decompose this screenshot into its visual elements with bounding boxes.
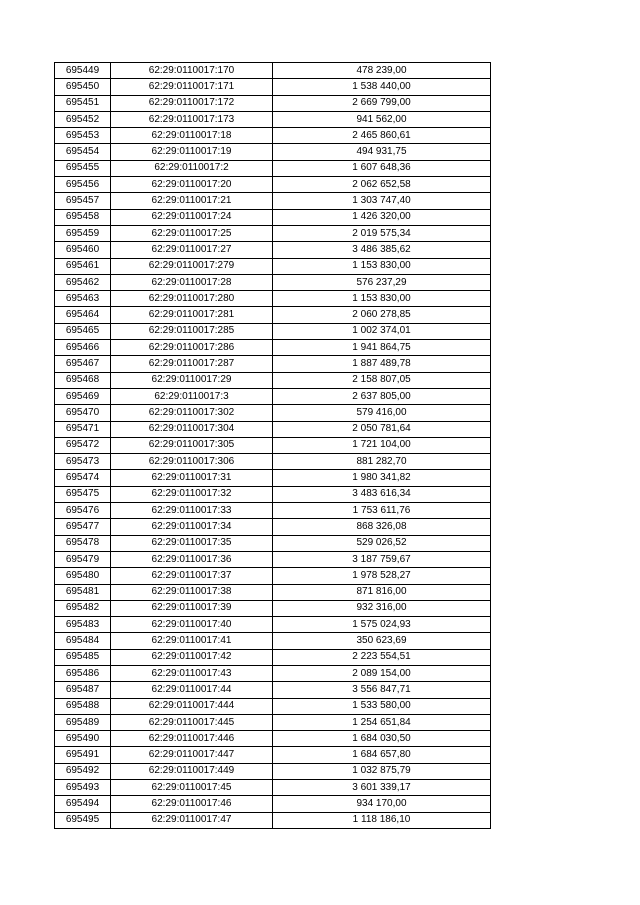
cadastral-value-cell: 2 637 805,00 (273, 388, 491, 404)
cadastral-value-cell: 3 486 385,62 (273, 242, 491, 258)
table-row (55, 812, 491, 828)
table-row (55, 291, 491, 307)
cadastral-value-cell: 1 684 657,80 (273, 747, 491, 763)
cadastral-number-cell: 62:29:0110017:25 (111, 225, 273, 241)
cadastral-value-cell: 2 158 807,05 (273, 372, 491, 388)
cadastral-number-cell: 62:29:0110017:286 (111, 340, 273, 356)
cadastral-number-cell: 62:29:0110017:36 (111, 551, 273, 567)
cadastral-value-cell: 494 931,75 (273, 144, 491, 160)
row-number-cell: 695453 (55, 128, 111, 144)
cadastral-value-cell: 3 601 339,17 (273, 780, 491, 796)
row-number-cell: 695487 (55, 682, 111, 698)
cadastral-value-cell: 1 721 104,00 (273, 437, 491, 453)
table-row (55, 160, 491, 176)
row-number-cell: 695466 (55, 340, 111, 356)
table-row (55, 225, 491, 241)
row-number-cell: 695482 (55, 600, 111, 616)
table-row (55, 340, 491, 356)
table-row (55, 95, 491, 111)
cadastral-number-cell: 62:29:0110017:287 (111, 356, 273, 372)
table-row (55, 405, 491, 421)
row-number-cell: 695476 (55, 503, 111, 519)
cadastral-number-cell: 62:29:0110017:35 (111, 535, 273, 551)
cadastral-number-cell: 62:29:0110017:280 (111, 291, 273, 307)
cadastral-value-cell: 1 254 651,84 (273, 714, 491, 730)
row-number-cell: 695494 (55, 796, 111, 812)
table-row (55, 600, 491, 616)
table-row (55, 437, 491, 453)
row-number-cell: 695454 (55, 144, 111, 160)
cadastral-number-cell: 62:29:0110017:170 (111, 63, 273, 79)
row-number-cell: 695470 (55, 405, 111, 421)
cadastral-value-cell: 2 050 781,64 (273, 421, 491, 437)
cadastral-number-cell: 62:29:0110017:46 (111, 796, 273, 812)
row-number-cell: 695488 (55, 698, 111, 714)
cadastral-number-cell: 62:29:0110017:171 (111, 79, 273, 95)
row-number-cell: 695493 (55, 780, 111, 796)
cadastral-number-cell: 62:29:0110017:41 (111, 633, 273, 649)
cadastral-value-cell: 1 978 528,27 (273, 568, 491, 584)
table-row (55, 356, 491, 372)
table-row (55, 584, 491, 600)
cadastral-value-cell: 2 465 860,61 (273, 128, 491, 144)
row-number-cell: 695461 (55, 258, 111, 274)
table-row (55, 633, 491, 649)
row-number-cell: 695481 (55, 584, 111, 600)
cadastral-value-cell: 2 060 278,85 (273, 307, 491, 323)
table-row (55, 649, 491, 665)
cadastral-number-cell: 62:29:0110017:449 (111, 763, 273, 779)
table-row (55, 454, 491, 470)
row-number-cell: 695475 (55, 486, 111, 502)
cadastral-number-cell: 62:29:0110017:444 (111, 698, 273, 714)
cadastral-value-cell: 1 753 611,76 (273, 503, 491, 519)
cadastral-number-cell: 62:29:0110017:3 (111, 388, 273, 404)
cadastral-number-cell: 62:29:0110017:31 (111, 470, 273, 486)
row-number-cell: 695472 (55, 437, 111, 453)
cadastral-value-cell: 3 483 616,34 (273, 486, 491, 502)
cadastral-number-cell: 62:29:0110017:306 (111, 454, 273, 470)
cadastral-value-cell: 1 426 320,00 (273, 209, 491, 225)
row-number-cell: 695480 (55, 568, 111, 584)
table-row (55, 682, 491, 698)
cadastral-value-cell: 2 019 575,34 (273, 225, 491, 241)
table-row (55, 274, 491, 290)
cadastral-number-cell: 62:29:0110017:21 (111, 193, 273, 209)
cadastral-value-cell: 1 002 374,01 (273, 323, 491, 339)
row-number-cell: 695478 (55, 535, 111, 551)
cadastral-value-cell: 868 326,08 (273, 519, 491, 535)
table-row (55, 747, 491, 763)
row-number-cell: 695489 (55, 714, 111, 730)
cadastral-number-cell: 62:29:0110017:42 (111, 649, 273, 665)
cadastral-number-cell: 62:29:0110017:2 (111, 160, 273, 176)
row-number-cell: 695462 (55, 274, 111, 290)
row-number-cell: 695450 (55, 79, 111, 95)
row-number-cell: 695471 (55, 421, 111, 437)
cadastral-value-cell: 2 669 799,00 (273, 95, 491, 111)
row-number-cell: 695467 (55, 356, 111, 372)
cadastral-value-cell: 1 118 186,10 (273, 812, 491, 828)
row-number-cell: 695455 (55, 160, 111, 176)
cadastral-number-cell: 62:29:0110017:24 (111, 209, 273, 225)
cadastral-value-cell: 3 187 759,67 (273, 551, 491, 567)
row-number-cell: 695491 (55, 747, 111, 763)
table-row (55, 177, 491, 193)
cadastral-number-cell: 62:29:0110017:39 (111, 600, 273, 616)
cadastral-number-cell: 62:29:0110017:281 (111, 307, 273, 323)
cadastral-value-cell: 932 316,00 (273, 600, 491, 616)
cadastral-value-cell: 1 153 830,00 (273, 258, 491, 274)
table-row (55, 421, 491, 437)
cadastral-number-cell: 62:29:0110017:28 (111, 274, 273, 290)
cadastral-value-cell: 1 303 747,40 (273, 193, 491, 209)
row-number-cell: 695460 (55, 242, 111, 258)
row-number-cell: 695473 (55, 454, 111, 470)
row-number-cell: 695469 (55, 388, 111, 404)
row-number-cell: 695449 (55, 63, 111, 79)
row-number-cell: 695468 (55, 372, 111, 388)
cadastral-value-cell: 579 416,00 (273, 405, 491, 421)
table-row (55, 519, 491, 535)
table-body (55, 63, 491, 829)
cadastral-value-cell: 1 538 440,00 (273, 79, 491, 95)
table-row (55, 780, 491, 796)
row-number-cell: 695477 (55, 519, 111, 535)
cadastral-value-cell: 2 062 652,58 (273, 177, 491, 193)
table-row (55, 193, 491, 209)
cadastral-value-cell: 1 980 341,82 (273, 470, 491, 486)
cadastral-value-cell: 934 170,00 (273, 796, 491, 812)
row-number-cell: 695451 (55, 95, 111, 111)
table-row (55, 731, 491, 747)
row-number-cell: 695452 (55, 111, 111, 127)
table-row (55, 698, 491, 714)
cadastral-value-cell: 1 533 580,00 (273, 698, 491, 714)
cadastral-number-cell: 62:29:0110017:305 (111, 437, 273, 453)
cadastral-number-cell: 62:29:0110017:33 (111, 503, 273, 519)
table-row (55, 388, 491, 404)
cadastral-number-cell: 62:29:0110017:44 (111, 682, 273, 698)
table-row (55, 209, 491, 225)
cadastral-number-cell: 62:29:0110017:40 (111, 617, 273, 633)
cadastral-number-cell: 62:29:0110017:20 (111, 177, 273, 193)
cadastral-number-cell: 62:29:0110017:173 (111, 111, 273, 127)
cadastral-number-cell: 62:29:0110017:38 (111, 584, 273, 600)
table-row (55, 486, 491, 502)
cadastral-value-cell: 576 237,29 (273, 274, 491, 290)
table-row (55, 128, 491, 144)
row-number-cell: 695459 (55, 225, 111, 241)
cadastral-value-cell: 478 239,00 (273, 63, 491, 79)
cadastral-value-cell: 3 556 847,71 (273, 682, 491, 698)
table-row (55, 714, 491, 730)
table-row (55, 258, 491, 274)
cadastral-value-table (54, 62, 491, 829)
cadastral-value-cell: 941 562,00 (273, 111, 491, 127)
cadastral-number-cell: 62:29:0110017:172 (111, 95, 273, 111)
row-number-cell: 695490 (55, 731, 111, 747)
table-row (55, 503, 491, 519)
cadastral-value-cell: 2 223 554,51 (273, 649, 491, 665)
row-number-cell: 695456 (55, 177, 111, 193)
table-row (55, 372, 491, 388)
cadastral-value-cell: 871 816,00 (273, 584, 491, 600)
row-number-cell: 695474 (55, 470, 111, 486)
cadastral-number-cell: 62:29:0110017:47 (111, 812, 273, 828)
table-row (55, 568, 491, 584)
cadastral-number-cell: 62:29:0110017:32 (111, 486, 273, 502)
row-number-cell: 695479 (55, 551, 111, 567)
row-number-cell: 695492 (55, 763, 111, 779)
table-row (55, 242, 491, 258)
table-row (55, 551, 491, 567)
table-row (55, 307, 491, 323)
table-row (55, 665, 491, 681)
cadastral-value-cell: 1 153 830,00 (273, 291, 491, 307)
row-number-cell: 695465 (55, 323, 111, 339)
row-number-cell: 695463 (55, 291, 111, 307)
cadastral-number-cell: 62:29:0110017:447 (111, 747, 273, 763)
cadastral-number-cell: 62:29:0110017:37 (111, 568, 273, 584)
table-row (55, 470, 491, 486)
cadastral-value-cell: 529 026,52 (273, 535, 491, 551)
table-row (55, 617, 491, 633)
cadastral-number-cell: 62:29:0110017:45 (111, 780, 273, 796)
cadastral-number-cell: 62:29:0110017:34 (111, 519, 273, 535)
row-number-cell: 695486 (55, 665, 111, 681)
table-row (55, 535, 491, 551)
table-row (55, 796, 491, 812)
cadastral-number-cell: 62:29:0110017:285 (111, 323, 273, 339)
cadastral-number-cell: 62:29:0110017:27 (111, 242, 273, 258)
cadastral-number-cell: 62:29:0110017:43 (111, 665, 273, 681)
row-number-cell: 695485 (55, 649, 111, 665)
row-number-cell: 695464 (55, 307, 111, 323)
table-row (55, 63, 491, 79)
cadastral-number-cell: 62:29:0110017:279 (111, 258, 273, 274)
cadastral-number-cell: 62:29:0110017:18 (111, 128, 273, 144)
cadastral-value-cell: 1 941 864,75 (273, 340, 491, 356)
table-row (55, 323, 491, 339)
table-row (55, 111, 491, 127)
cadastral-value-cell: 2 089 154,00 (273, 665, 491, 681)
cadastral-value-cell: 1 032 875,79 (273, 763, 491, 779)
cadastral-value-cell: 1 887 489,78 (273, 356, 491, 372)
cadastral-number-cell: 62:29:0110017:446 (111, 731, 273, 747)
cadastral-value-cell: 350 623,69 (273, 633, 491, 649)
table-row (55, 79, 491, 95)
row-number-cell: 695484 (55, 633, 111, 649)
cadastral-number-cell: 62:29:0110017:445 (111, 714, 273, 730)
table-row (55, 144, 491, 160)
table-row (55, 763, 491, 779)
cadastral-value-cell: 881 282,70 (273, 454, 491, 470)
cadastral-value-cell: 1 575 024,93 (273, 617, 491, 633)
row-number-cell: 695495 (55, 812, 111, 828)
row-number-cell: 695458 (55, 209, 111, 225)
row-number-cell: 695457 (55, 193, 111, 209)
cadastral-number-cell: 62:29:0110017:302 (111, 405, 273, 421)
cadastral-number-cell: 62:29:0110017:29 (111, 372, 273, 388)
cadastral-number-cell: 62:29:0110017:19 (111, 144, 273, 160)
cadastral-number-cell: 62:29:0110017:304 (111, 421, 273, 437)
cadastral-value-cell: 1 684 030,50 (273, 731, 491, 747)
cadastral-value-cell: 1 607 648,36 (273, 160, 491, 176)
row-number-cell: 695483 (55, 617, 111, 633)
